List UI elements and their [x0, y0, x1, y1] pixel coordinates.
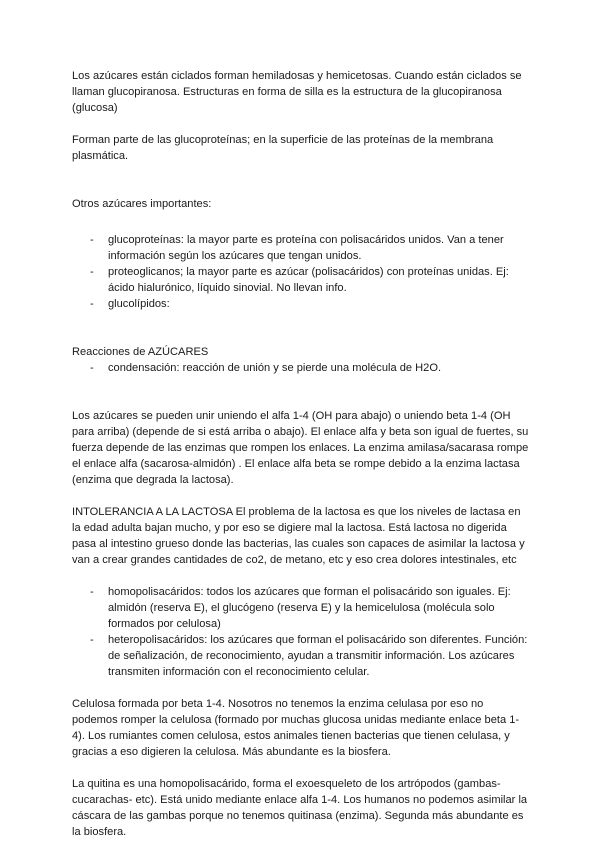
list-item: - condensación: reacción de unión y se pierde una molécula de H2O.: [72, 360, 532, 376]
list-item: - glucoproteínas: la mayor parte es proteína con polisacáridos unidos. Van a tener información según los azúcares que tengan unidos.: [72, 232, 532, 264]
paragraph-bonds: Los azúcares se pueden unir uniendo el alfa 1-4 (OH para abajo) o uniendo beta 1-4 (OH para arriba) (depende de si está arriba o abajo). El enlace alfa y beta son igual de fuertes, su fuerza depende de las enzimas que rompen los enlaces. La enzima amilasa/sacarasa rompe el enlace alfa (sacarosa-almidón) . El enlace alfa beta se rompe debido a la enzima lactasa (enzima que degrada la lactosa).: [72, 410, 529, 486]
paragraph-lactose-intolerance: INTOLERANCIA A LA LACTOSA El problema de la lactosa es que los niveles de lactasa en la edad adulta bajan mucho, y por eso se digiere mal la lactosa. Está lactosa no digerida pasa al intestino grueso donde las bacterias, las cuales son capaces de asimilar la lactosa y van a crear grandes cantidades de co2, de metano, etc y eso crea dolores intestinales, etc: [72, 506, 525, 566]
paragraph-chitin: La quitina es una homopolisacárido, forma el exoesqueleto de los artrópodos (gambas-cucarachas- etc). Está unido mediante enlace alfa 1-4. Los humanos no podemos asimilar la cáscara de las gambas porque no tenemos quitinasa (enzima). Segunda más abundante es la biosfera.: [72, 778, 528, 838]
paragraph-cyclization: Los azúcares están ciclados forman hemiladosas y hemicetosas. Cuando están ciclados se llaman glucopiranosa. Estructuras en forma de silla es la estructura de la glucopiranosa (glucosa): [72, 70, 522, 114]
list-other-sugars: [72, 232, 532, 312]
list-item: - heteropolisacáridos: los azúcares que forman el polisacárido son diferentes. Función: de señalización, de reconocimiento, ayudan a transmitir información. Los azúcares transmiten información con el reconocimiento celular.: [72, 632, 532, 680]
document-body: [72, 68, 532, 840]
list-item: - homopolisacáridos: todos los azúcares que forman el polisacárido son iguales. Ej: almidón (reserva E), el glucógeno (reserva E) y la hemicelulosa (molécula solo formados por celulosa): [72, 584, 532, 632]
list-item: - glucolípidos:: [72, 296, 532, 312]
list-polysaccharides: [72, 584, 532, 680]
list-reactions: [72, 360, 532, 376]
list-item: - proteoglicanos; la mayor parte es azúcar (polisacáridos) con proteínas unidas. Ej: ácido hialurónico, líquido sinovial. No llevan info.: [72, 264, 532, 296]
paragraph-glycoproteins: Forman parte de las glucoproteínas; en la superficie de las proteínas de la membrana plasmática.: [72, 134, 494, 162]
paragraph-cellulose: Celulosa formada por beta 1-4. Nosotros no tenemos la enzima celulasa por eso no podemos romper la celulosa (formado por muchas glucosa unidas mediante enlace beta 1-4). Los rumiantes comen celulosa, estos animales tienen bacterias que tienen celulasa, y gracias a eso digieren la celulosa. Más abundante es la biosfera.: [72, 698, 520, 758]
heading-other-sugars: Otros azúcares importantes:: [72, 198, 212, 210]
heading-reactions: Reacciones de AZÚCARES: [72, 346, 209, 358]
